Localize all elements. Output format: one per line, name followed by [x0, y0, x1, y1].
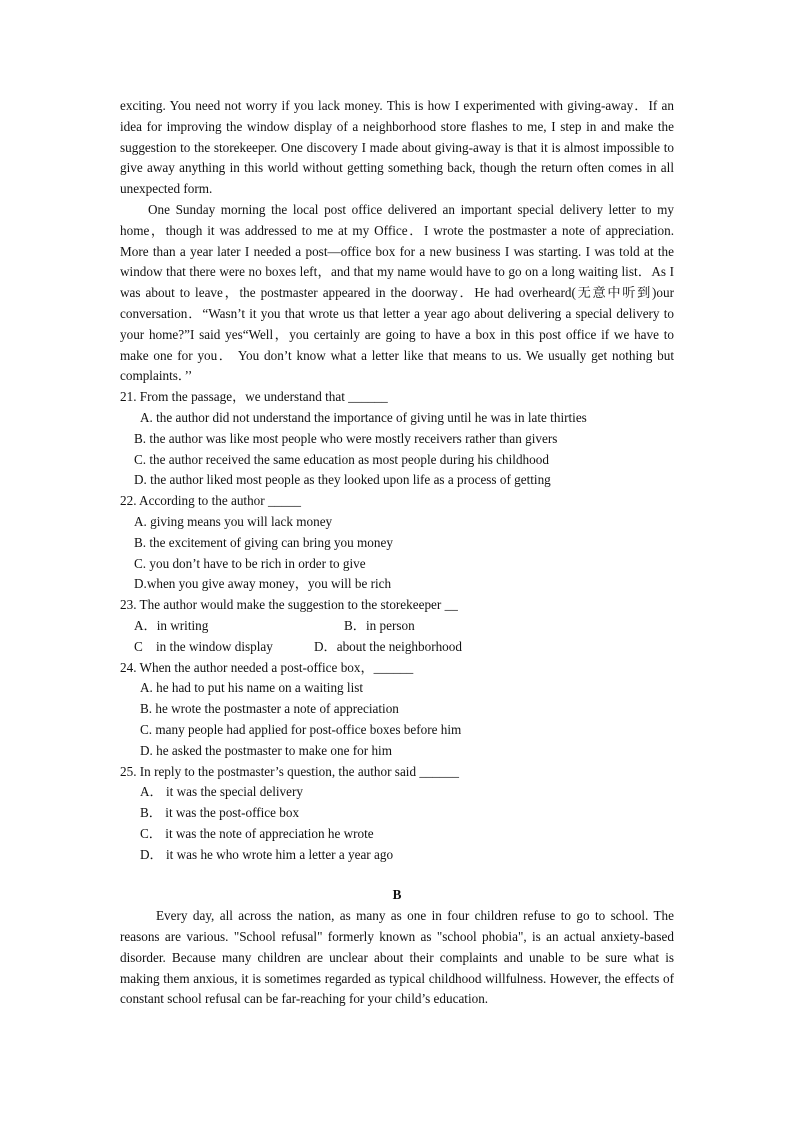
question-21-option-d: D. the author liked most people as they looked upon life as a process of getting [134, 472, 551, 488]
question-24 [120, 658, 674, 762]
question-23 [120, 595, 674, 657]
question-25-option-d: D． it was he who wrote him a letter a year ago [140, 846, 394, 862]
question-24-option-d: D. he asked the postmaster to make one for him [140, 742, 392, 758]
question-22-option-b: B. the excitement of giving can bring you money [134, 534, 393, 550]
question-25-stem: 25. In reply to the postmaster’s question, the author said ______ [120, 763, 459, 779]
question-22-option-d: D.when you give away money，you will be rich [134, 576, 392, 592]
question-21-stem: 21. From the passage，we understand that ______ [120, 389, 388, 405]
question-22-stem: 22. According to the author _____ [120, 493, 301, 509]
question-23-options-row-1 [120, 616, 674, 637]
question-23-option-c: C in the window display [134, 638, 273, 654]
passage-a-paragraph-1: exciting. You need not worry if you lack money. This is how I experimented with giving-away．If an idea for improving the window display of a neighborhood store flashes to me, I step in and make the suggestion to the storekeeper. One discovery I made about giving-away is that it is almost impossible to give away anything in this world without getting something back, though the return often comes in all unexpected form. [120, 98, 674, 197]
question-25-option-c: C． it was the note of appreciation he wrote [140, 825, 374, 841]
question-23-option-d: D．about the neighborhood [314, 638, 462, 654]
question-21 [120, 387, 674, 491]
passage-a-paragraph-2: One Sunday morning the local post office delivered an important special delivery letter to my home，though it was addressed to me at my Office．I wrote the postmaster a note of appreciation. More than a year later I needed a post—office box for a new business I was starting. I was told at the window that there were no boxes left，and that my name would have to go on a long waiting list．As I was about to leave，the postmaster appeared in the doorway．He had overheard(无意中听到)our conversation．“Wasn’t it you that wrote us that letter a year ago about delivering a special delivery to your home?”I said yes“Well，you certainly are going to have a box in this post office if we have to make one for you． You don’t know what a letter like that means to us. We usually get nothing but complaints．’’ [120, 201, 674, 384]
question-25 [120, 762, 674, 866]
question-22-option-c: C. you don’t have to be rich in order to give [134, 555, 366, 571]
question-23-option-b: B．in person [344, 617, 415, 633]
question-22-option-a: A. giving means you will lack money [134, 513, 333, 529]
question-24-option-a: A. he had to put his name on a waiting list [140, 680, 364, 696]
question-25-option-b: B． it was the post-office box [140, 805, 300, 821]
document-page [120, 96, 674, 1010]
question-25-option-a: A． it was the special delivery [140, 784, 303, 800]
question-21-option-c: C. the author received the same education as most people during his childhood [134, 451, 549, 467]
question-24-option-c: C. many people had applied for post-office boxes before him [140, 721, 462, 737]
question-24-stem: 24. When the author needed a post-office box，______ [120, 659, 414, 675]
question-23-option-a: A．in writing [134, 617, 209, 633]
question-22 [120, 491, 674, 595]
section-b-heading: B [392, 887, 402, 903]
question-24-option-b: B. he wrote the postmaster a note of appreciation [140, 701, 399, 717]
section-b-paragraph-1: Every day, all across the nation, as many as one in four children refuse to go to school. The reasons are various. "School refusal" formerly known as "school phobia", is an actual anxiety-based disorder. Because many children are unclear about their complaints and unable to be sure what is making them anxious, it is sometimes regarded as typical childhood willfulness. However, the effects of constant school refusal can be far-reaching for your child’s education. [120, 908, 674, 1007]
question-23-options-row-2 [120, 637, 674, 658]
question-21-option-b: B. the author was like most people who were mostly receivers rather than givers [134, 430, 558, 446]
question-21-option-a: A. the author did not understand the importance of giving until he was in late thirties [140, 409, 587, 425]
question-23-stem: 23. The author would make the suggestion to the storekeeper __ [120, 597, 458, 613]
